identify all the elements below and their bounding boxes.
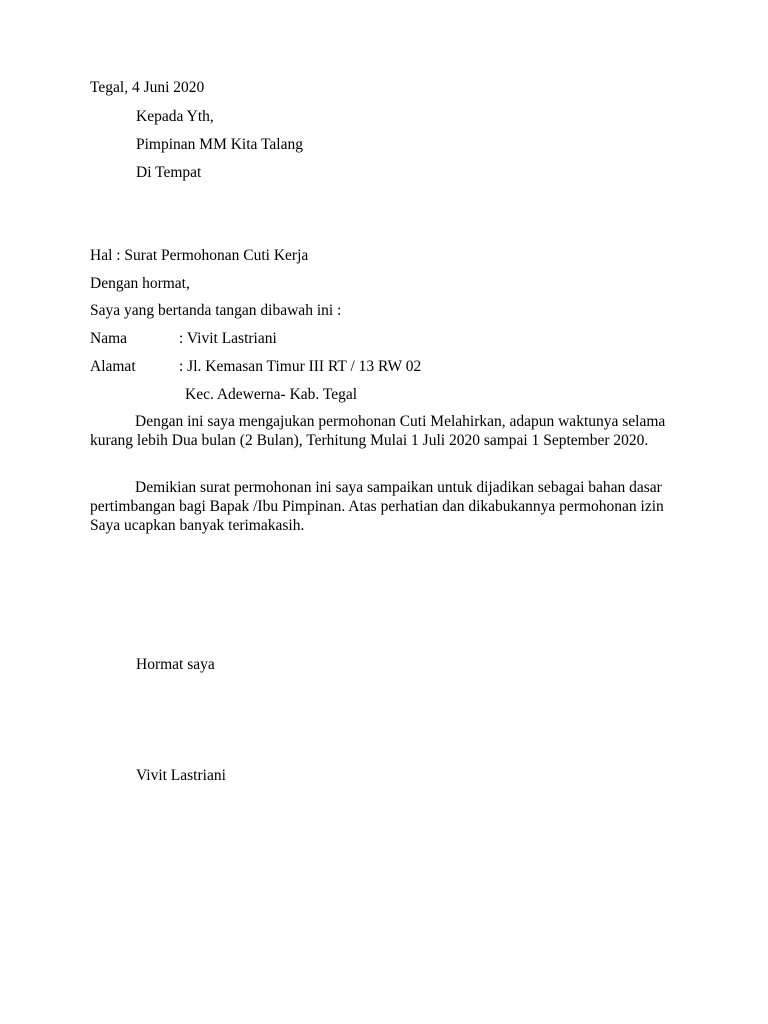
recipient-location: Di Tempat (136, 164, 202, 181)
name-value: : Vivit Lastriani (179, 330, 277, 347)
place-date: Tegal, 4 Juni 2020 (90, 79, 205, 96)
recipient-greeting: Kepada Yth, (136, 108, 214, 125)
address-value-line-2: Kec. Adewerna- Kab. Tegal (185, 386, 358, 403)
subject-line: Hal : Surat Permohonan Cuti Kerja (90, 247, 309, 264)
body-paragraph-1: Dengan ini saya mengajukan permohonan Cuti Melahirkan, adapun waktunya selama kurang lebih Dua bulan (2 Bulan), Terhitung Mulai 1 Juli 2020 sampai 1 September 2020. (90, 413, 666, 449)
address-label: Alamat (90, 358, 136, 375)
body-paragraph-2: Demikian surat permohonan ini saya sampaikan untuk dijadikan sebagai bahan dasar pertimbangan bagi Bapak /Ibu Pimpinan. Atas perhatian dan dikabukannya permohonan izin Saya ucapkan banyak terimakasih. (90, 479, 664, 534)
closing: Hormat saya (136, 656, 215, 673)
address-value: : Jl. Kemasan Timur III RT / 13 RW 02 (179, 358, 422, 375)
salutation: Dengan hormat, (90, 275, 190, 292)
recipient-name: Pimpinan MM Kita Talang (136, 136, 303, 153)
signer-name: Vivit Lastriani (136, 767, 226, 784)
intro-line: Saya yang bertanda tangan dibawah ini : (90, 302, 342, 319)
name-label: Nama (90, 330, 128, 347)
